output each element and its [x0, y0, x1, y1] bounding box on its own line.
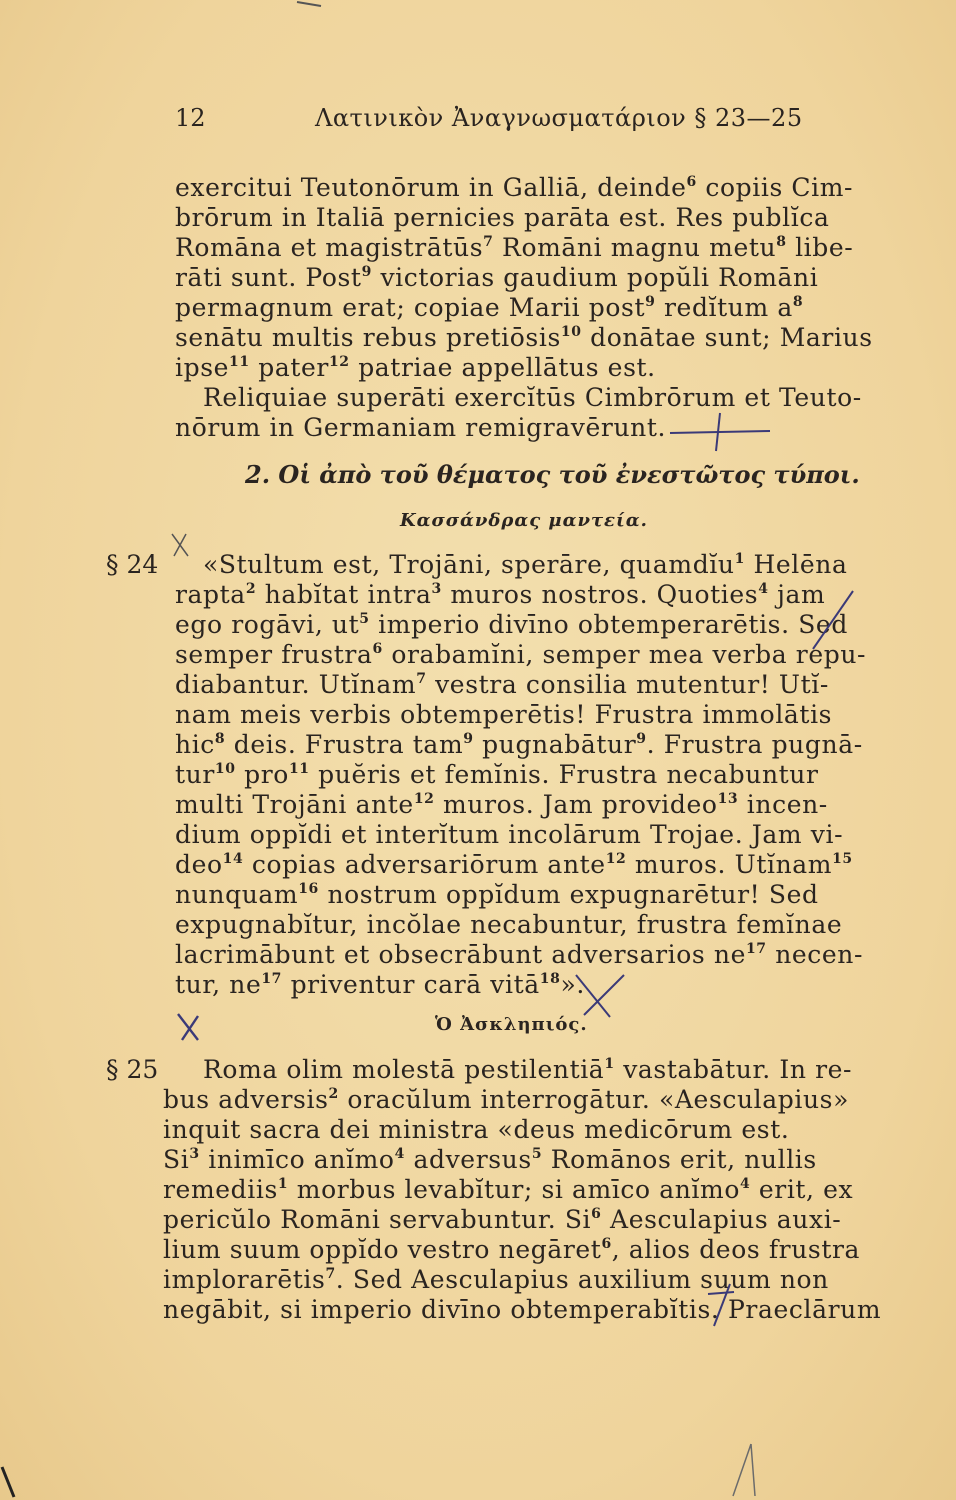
text-line: expugnabĭtur, incŏlae necabuntur, frustra femĭnae	[175, 910, 843, 939]
text-line: deo$^{14}$ copias adversariōrum ante$^{12}$ muros. Utĭnam$^{15}$	[175, 850, 853, 879]
subheading-cassandra: Κασσάνδρας μαντεία.	[400, 510, 648, 531]
paragraph-number-25: § 25	[106, 1055, 159, 1084]
pencil-stroke-icon	[725, 1440, 765, 1500]
text-line: brōrum in Italiā pernicies parāta est. Res publĭca	[175, 203, 830, 232]
text-line: nōrum in Germaniam remigravērunt.	[175, 413, 667, 442]
text-line: senātu multis rebus pretiōsis$^{10}$ donātae sunt; Marius	[175, 323, 873, 352]
text-line: semper frustra$^6$ orabamĭni, semper mea verba repu-	[175, 640, 867, 669]
page-number: 12	[175, 104, 206, 132]
text-line: bus adversis$^2$ oracŭlum interrogātur. «Aesculapius»	[163, 1085, 850, 1114]
text-line: lacrimābunt et obsecrābunt adversarios $ne^{17}$ necen-	[175, 940, 864, 969]
text-line: «Stultum est, Trojāni, sperāre, quamdĭu$^1$ Helēna	[203, 550, 848, 579]
pencil-slash-icon	[805, 585, 865, 655]
running-title: Λατινικὸν Ἀναγνωσματάριον § 23—25	[315, 104, 803, 132]
text-line: ego rogāvi, $ut^5$ imperio divīno obtemperarētis. Sed	[175, 610, 848, 639]
pencil-mark-icon	[660, 405, 780, 455]
text-line: Si$^3$ inimīco anĭmo$^4$ adversus$^5$ Romānos erit, nullis	[163, 1145, 817, 1174]
text-line: nam meis verbis obtemperētis! Frustra immolātis	[175, 700, 833, 729]
text-line: negābit, si imperio divīno obtemperabĭtis. Praeclārum	[163, 1295, 882, 1324]
text-line: diabantur. Utĭnam$^7$ vestra consilia mutentur! Utĭ-	[175, 670, 829, 699]
section-heading: 2. Οἱ ἀπὸ τοῦ θέματος τοῦ ἐνεστῶτος τύποι.	[245, 460, 860, 489]
text-line: rapta$^2$ habĭtat intra$^3$ muros nostros. Quoties$^4$ jam	[175, 580, 826, 609]
paragraph-number-24: § 24	[106, 550, 159, 579]
text-line: Reliquiae superāti exercĭtūs Cimbrōrum et Teuto-	[203, 383, 862, 412]
text-line: multi Trojāni ante$^{12}$ muros. Jam provideo$^{13}$ incen-	[175, 790, 828, 819]
text-line: hic$^8$ deis. Frustra tam$^9$ pugnabātur$^9$. Frustra pugnā-	[175, 730, 863, 759]
text-line: tur, $ne^{17}$ priventur carā vitā$^{18}$».	[175, 970, 585, 999]
pencil-mark-icon	[700, 1280, 740, 1330]
page-header	[175, 104, 895, 138]
edge-mark-icon	[295, 0, 325, 16]
edge-mark-icon	[0, 1465, 20, 1500]
text-line: tur$^{10}$ pro$^{11}$ puĕris et femĭnis. Frustra necabuntur	[175, 760, 819, 789]
text-line: lium suum oppĭdo vestro negāret$^6$, alios deos frustra	[163, 1235, 861, 1264]
text-line: inquit sacra dei ministra «deus medicōrum est.	[163, 1115, 790, 1144]
text-line: exercitui Teutonōrum in Galliā, deinde$^6$ copiis Cim-	[175, 173, 854, 202]
text-line: permagnum erat; copiae Marii post$^9$ redĭtum $a^8$	[175, 293, 804, 322]
text-line: remediis$^1$ morbus levabĭtur; si amīco anĭmo$^4$ erit, ex	[163, 1175, 854, 1204]
text-line: nunquam$^{16}$ nostrum oppĭdum expugnarētur! Sed	[175, 880, 819, 909]
pencil-x-icon	[168, 530, 194, 562]
text-line: ipse$^{11}$ pater$^{12}$ patriae appellātus est.	[175, 353, 656, 382]
text-line: implorarētis$^7$. Sed Aesculapius auxilium suum non	[163, 1265, 829, 1294]
text-line: pericŭlo Romāni servabuntur. Si$^6$ Aesculapius auxi-	[163, 1205, 842, 1234]
text-line: Romāna et magistrātūs$^7$ Romāni magnu metu$^8$ libe-	[175, 233, 854, 262]
pencil-x-icon	[172, 1010, 206, 1044]
text-line: rāti sunt. Post$^9$ victorias gaudium popŭli Romāni	[175, 263, 819, 292]
subheading-asclepius: Ὁ Ἀσκληπιός.	[435, 1014, 588, 1035]
text-line: dium oppĭdi et interĭtum incolārum Trojae. Jam vi-	[175, 820, 844, 849]
text-line: Roma olim molestā pestilentiā$^1$ vastabātur. In re-	[203, 1055, 853, 1084]
